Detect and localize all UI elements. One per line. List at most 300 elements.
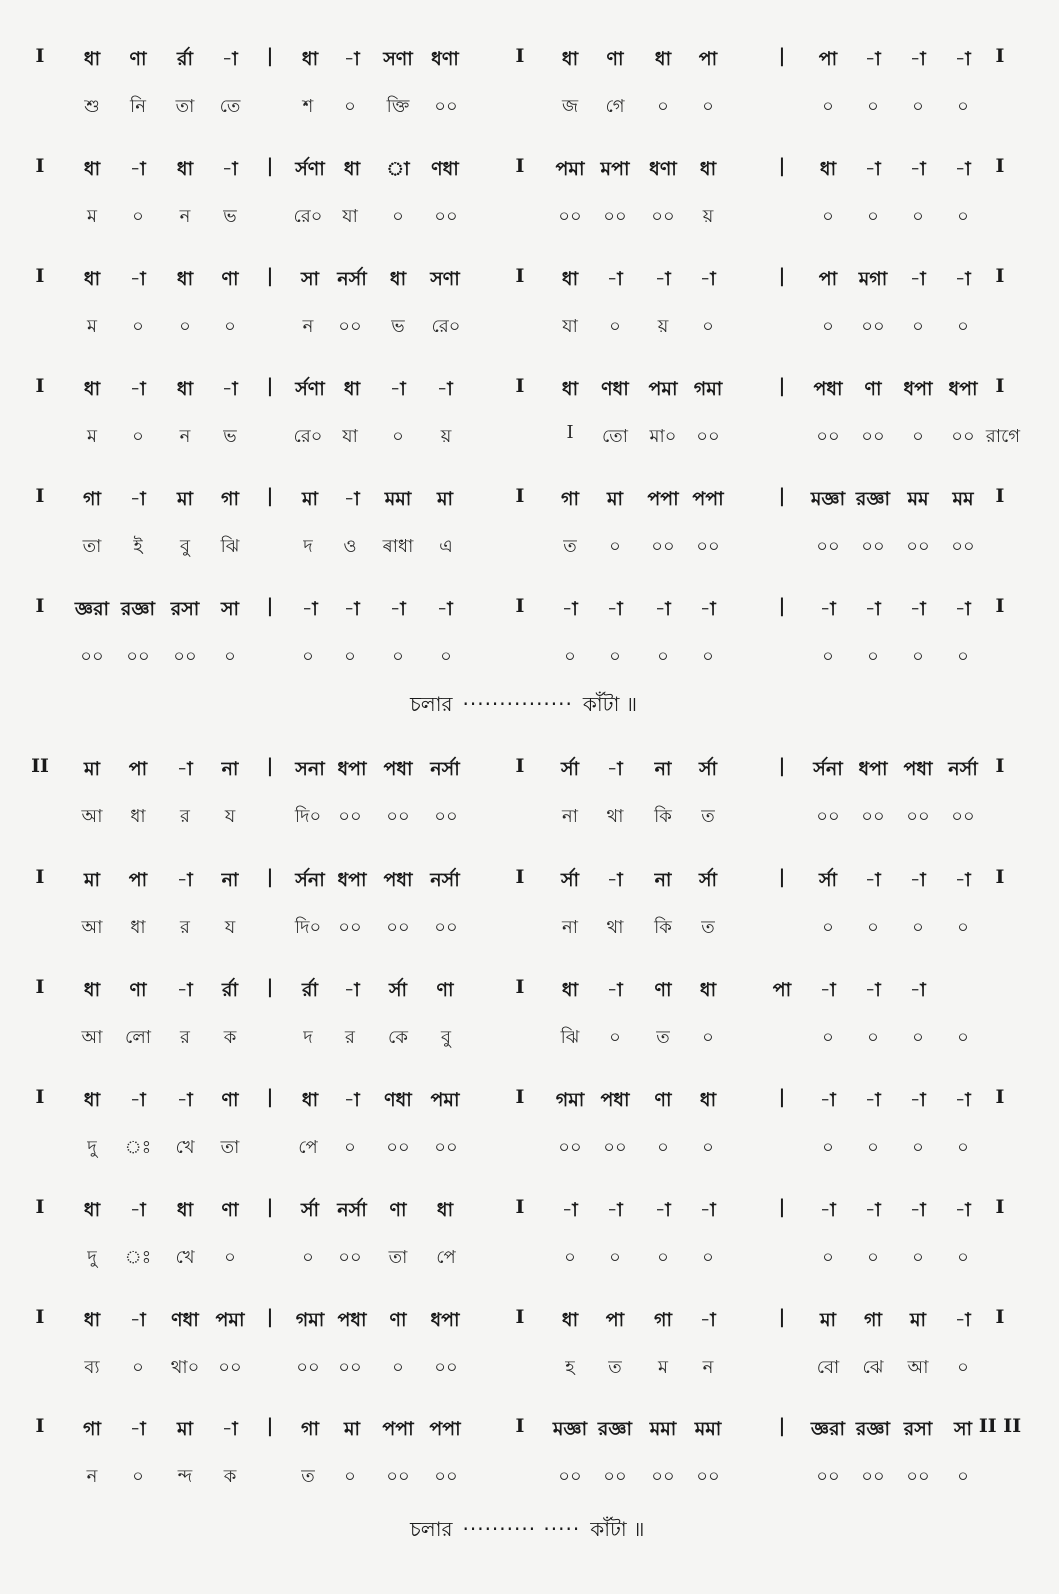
swara-token: I [995,1086,1005,1108]
lyric-syllable: ০০ [338,1247,362,1268]
swara-token: -া [177,1089,193,1111]
swara-token: I [35,265,45,287]
lyric-syllable: ০ [702,1137,714,1158]
swara-token: -া [344,48,360,70]
swara-token: মগা [858,268,888,290]
lyric-syllable: ০০ [126,646,150,667]
lyric-syllable: বু [440,1027,452,1048]
swara-token: I [515,1415,525,1437]
lyric-syllable: তা [175,96,195,117]
swara-token: -া [700,1199,716,1221]
swara-token: পমা [215,1309,245,1331]
swara-token: -া [437,378,453,400]
lyric-syllable: ০০ [861,1466,885,1487]
swara-token: পমা [648,378,678,400]
swara-token: পা [698,48,718,70]
swara-token: র্সা [818,869,838,891]
swara-token: -া [344,979,360,1001]
swara-token: -া [865,1089,881,1111]
lyric-syllable: ০ [867,1027,879,1048]
swara-token: -া [955,158,971,180]
lyric-syllable: কি [654,917,672,938]
swara-token: -া [955,1199,971,1221]
swara-token: -া [820,1089,836,1111]
swara-token: ণা [436,979,454,1001]
swara-token: গা [83,1418,101,1440]
lyric-syllable: ০ [609,1247,621,1268]
swara-token: II II [978,1415,1022,1437]
lyric-syllable: ক [223,1466,237,1487]
lyric-syllable: না [562,917,578,938]
lyric-syllable: ০ [132,1357,144,1378]
swara-token: | [778,595,786,617]
lyric-line [0,642,1059,682]
divider-left: চলার [410,692,453,716]
swara-token: -া [655,268,671,290]
swara-token: -া [865,48,881,70]
lyric-syllable: ০ [912,1027,924,1048]
lyric-syllable: ০০ [386,806,410,827]
swara-token: -া [344,598,360,620]
swara-token: ধা [343,378,361,400]
swara-token: ধা [176,1199,194,1221]
lyric-syllable: ০ [702,316,714,337]
lyric-syllable: ০০ [434,1137,458,1158]
lyric-syllable: তা [82,536,102,557]
lyric-line [0,1133,1059,1173]
lyric-line [0,1023,1059,1063]
lyric-line [0,1243,1059,1283]
lyric-syllable: খে [175,1247,195,1268]
lyric-syllable: ০ [867,1247,879,1268]
lyric-syllable: ০ [822,316,834,337]
swara-token: -া [955,268,971,290]
swara-token: ধা [176,158,194,180]
swara-token: পা [818,48,838,70]
swara-token: ধা [83,1199,101,1221]
lyric-syllable: ০ [867,206,879,227]
swara-line [0,155,1059,195]
swara-token: I [995,485,1005,507]
lyric-syllable: ন্দ [177,1466,193,1487]
divider-dots: ··············· [462,692,573,716]
lyric-syllable: রে০ [431,316,461,337]
swara-token: -া [130,158,146,180]
lyric-syllable: ০ [224,646,236,667]
lyric-syllable: যা [342,426,358,447]
lyric-syllable: আ [81,806,103,827]
swara-token: সণা [383,48,413,70]
swara-token: I [995,755,1005,777]
swara-token: ধা [176,378,194,400]
swara-token: র্সনা [295,869,325,891]
swara-token: ধপা [337,758,367,780]
swara-token: -া [607,758,623,780]
swara-token: র্সা [698,869,718,891]
lyric-syllable: ০০ [386,917,410,938]
swara-token: -া [222,1418,238,1440]
lyric-syllable: ম [658,1357,668,1378]
swara-token: -া [910,869,926,891]
lyric-syllable: ০০ [861,426,885,447]
lyric-syllable: ০ [564,1247,576,1268]
swara-token: ধা [83,48,101,70]
lyric-syllable: ০ [609,316,621,337]
swara-token: I [515,1086,525,1108]
swara-token: মা [83,869,101,891]
lyric-syllable: ০ [344,646,356,667]
swara-line [0,755,1059,795]
lyric-syllable: ন [302,316,314,337]
lyric-syllable: র [345,1027,355,1048]
lyric-syllable: দ [303,1027,313,1048]
swara-token: | [266,595,274,617]
swara-line [0,1306,1059,1346]
swara-line [0,1196,1059,1236]
lyric-line [0,1462,1059,1502]
swara-token: নর্সা [948,758,978,780]
swara-token: -া [607,979,623,1001]
swara-token: | [778,45,786,67]
swara-token: -া [222,378,238,400]
lyric-syllable: যা [342,206,358,227]
lyric-syllable: ধা [130,806,146,827]
swara-token: ণধা [431,158,459,180]
swara-token: মা [909,1309,927,1331]
swara-token: | [266,976,274,998]
lyric-syllable: ধা [130,917,146,938]
lyric-line [0,532,1059,572]
swara-token: -া [700,598,716,620]
swara-token: পপা [647,488,679,510]
swara-token: গা [301,1418,319,1440]
lyric-syllable: ০০ [951,806,975,827]
swara-token: I [515,45,525,67]
lyric-syllable: ০০ [696,1466,720,1487]
lyric-syllable: ত [701,917,715,938]
divider-dots: ·········· ····· [462,1517,581,1541]
swara-line [0,375,1059,415]
swara-token: -া [130,1309,146,1331]
swara-token: সণা [430,268,460,290]
lyric-syllable: ন [179,206,191,227]
lyric-syllable: ০ [912,1137,924,1158]
swara-token: ধা [561,1309,579,1331]
swara-token: ধা [436,1199,454,1221]
lyric-syllable: ০ [822,1137,834,1158]
lyric-syllable: ০০ [558,1466,582,1487]
swara-token: না [221,758,239,780]
swara-token: -া [955,598,971,620]
lyric-syllable: ০০ [861,806,885,827]
swara-token: I [515,866,525,888]
lyric-syllable: ও [343,536,357,557]
swara-token: -া [820,1199,836,1221]
swara-token: ধপা [430,1309,460,1331]
swara-token: ধা [819,158,837,180]
swara-token: -া [910,979,926,1001]
lyric-syllable: রাগে [985,426,1021,447]
swara-token: রসা [903,1418,933,1440]
swara-token: I [35,1086,45,1108]
swara-token: ণা [129,979,147,1001]
swara-token: I [515,755,525,777]
swara-token: ণধা [384,1089,412,1111]
lyric-syllable: ০ [702,1247,714,1268]
swara-token: ধা [83,158,101,180]
swara-token: -া [955,1309,971,1331]
lyric-syllable: ৰাধা [382,536,414,557]
lyric-syllable: ত [301,1466,315,1487]
swara-token: I [35,976,45,998]
lyric-syllable: ০০ [696,426,720,447]
swara-token: পধা [383,758,413,780]
lyric-syllable: ০ [912,206,924,227]
swara-token: I [35,1415,45,1437]
lyric-syllable: থা [606,806,624,827]
lyric-syllable: পে [298,1137,318,1158]
swara-token: -া [130,1089,146,1111]
swara-token: -া [820,598,836,620]
chalar-divider [410,1515,644,1548]
swara-token: ণা [221,268,239,290]
swara-token: ণা [654,1089,672,1111]
lyric-syllable: ০ [132,316,144,337]
lyric-syllable: ভ [391,316,405,337]
swara-token: মা [83,758,101,780]
lyric-syllable: ০ [912,917,924,938]
lyric-syllable: র [180,806,190,827]
swara-token: -া [390,378,406,400]
lyric-syllable: বো [816,1357,840,1378]
lyric-syllable: শ [302,96,314,117]
chalar-divider [410,690,637,723]
lyric-syllable: ০০ [816,536,840,557]
swara-token: -া [955,48,971,70]
lyric-syllable: ০ [822,96,834,117]
swara-token: ধা [83,979,101,1001]
swara-token: ধণা [649,158,677,180]
swara-token: গমা [295,1309,325,1331]
lyric-syllable: ০ [344,1466,356,1487]
swara-token: পধা [813,378,843,400]
swara-token: ধপা [948,378,978,400]
lyric-syllable: ০ [392,206,404,227]
lyric-syllable: য় [440,426,452,447]
swara-token: I [515,1196,525,1218]
lyric-syllable: ০ [344,96,356,117]
swara-token: | [266,375,274,397]
lyric-syllable: ০০ [338,316,362,337]
swara-token: পধা [600,1089,630,1111]
lyric-syllable: দ [303,536,313,557]
swara-line [0,45,1059,85]
swara-token: পধা [383,869,413,891]
lyric-syllable: ০ [957,206,969,227]
lyric-syllable: তো [601,426,629,447]
swara-token: -া [437,598,453,620]
swara-token: -া [607,869,623,891]
swara-token: -া [302,598,318,620]
swara-token: ণা [389,1309,407,1331]
lyric-syllable: য় [657,316,669,337]
swara-token: -া [130,1199,146,1221]
swara-token: -া [177,869,193,891]
swara-line [0,265,1059,305]
swara-token: গা [83,488,101,510]
swara-token: I [515,155,525,177]
swara-token: র্সনা [813,758,843,780]
swara-token: -া [130,488,146,510]
swara-line [0,1086,1059,1126]
swara-token: ধা [389,268,407,290]
lyric-syllable: দু [87,1137,97,1158]
swara-token: নর্সা [337,1199,367,1221]
swara-line [0,595,1059,635]
lyric-syllable: গে [605,96,625,117]
lyric-syllable: ত [656,1027,670,1048]
swara-token: ধা [83,378,101,400]
swara-token: র্সা [560,758,580,780]
lyric-syllable: ০০ [651,536,675,557]
swara-token: মা [819,1309,837,1331]
swara-token: ণধা [601,378,629,400]
divider-right: কাঁটা ॥ [590,1517,645,1541]
swara-line [0,485,1059,525]
lyric-syllable: ০০ [651,206,675,227]
swara-token: -া [607,598,623,620]
swara-token: রজ্ঞা [855,488,891,510]
swara-token: ধা [301,1089,319,1111]
swara-token: I [35,485,45,507]
swara-token: | [266,155,274,177]
swara-token: -া [820,979,836,1001]
lyric-syllable: ০ [224,316,236,337]
swara-token: পধা [903,758,933,780]
lyric-syllable: ০ [867,96,879,117]
lyric-syllable: I [566,422,574,443]
lyric-syllable: ০০ [603,1466,627,1487]
lyric-syllable: কে [388,1027,408,1048]
swara-token: মা [176,1418,194,1440]
lyric-syllable: মা০ [649,426,677,447]
swara-token: | [778,485,786,507]
lyric-syllable: ০ [657,1247,669,1268]
lyric-syllable: ০০ [906,806,930,827]
swara-token: I [995,595,1005,617]
lyric-syllable: ০ [132,206,144,227]
lyric-syllable: ০ [957,917,969,938]
swara-token: মা [343,1418,361,1440]
swara-token: পা [605,1309,625,1331]
swara-token: I [995,45,1005,67]
swara-token: -া [655,598,671,620]
swara-token: I [995,866,1005,888]
swara-token: -া [955,1089,971,1111]
lyric-line [0,1353,1059,1393]
lyric-syllable: ভ [223,426,237,447]
lyric-syllable: ঝি [560,1027,580,1048]
lyric-syllable: যা [562,316,578,337]
lyric-syllable: ০০ [951,536,975,557]
swara-token: | [266,1196,274,1218]
swara-token: -া [390,598,406,620]
lyric-syllable: ত [563,536,577,557]
lyric-syllable: ০ [702,646,714,667]
lyric-syllable: ঃ [124,1247,152,1268]
swara-token: | [778,866,786,888]
lyric-syllable: ০০ [816,1466,840,1487]
swara-token: ণা [389,1199,407,1221]
swara-token: ধা [561,268,579,290]
lyric-syllable: ০ [912,96,924,117]
swara-token: -া [177,979,193,1001]
swara-token: রজ্ঞা [120,598,156,620]
lyric-syllable: ০০ [651,1466,675,1487]
swara-token: | [266,1415,274,1437]
lyric-syllable: ০০ [434,1357,458,1378]
swara-token: -া [910,1089,926,1111]
lyric-syllable: ০ [132,1466,144,1487]
swara-token: ধপা [903,378,933,400]
lyric-syllable: য় [702,206,714,227]
lyric-syllable: এ [439,536,453,557]
swara-token: I [515,1306,525,1328]
swara-token: রসা [170,598,200,620]
lyric-syllable: র [180,917,190,938]
swara-token: I [35,375,45,397]
lyric-syllable: নি [130,96,146,117]
swara-token: | [778,265,786,287]
lyric-syllable: ০০ [296,1357,320,1378]
lyric-line [0,312,1059,352]
swara-token: মপা [600,158,630,180]
lyric-syllable: পে [436,1247,456,1268]
lyric-syllable: লো [125,1027,151,1048]
swara-token: না [654,758,672,780]
lyric-syllable: তে [219,96,241,117]
lyric-syllable: ০ [224,1247,236,1268]
lyric-syllable: ব্য [84,1357,100,1378]
swara-token: ণা [129,48,147,70]
lyric-syllable: ০০ [861,536,885,557]
lyric-syllable: ০০ [80,646,104,667]
lyric-syllable: ম [87,316,97,337]
swara-token: ধা [561,979,579,1001]
swara-token: I [995,375,1005,397]
swara-token: মমা [694,1418,722,1440]
swara-token: | [266,265,274,287]
lyric-syllable: ০০ [434,806,458,827]
swara-token: ধা [699,1089,717,1111]
lyric-syllable: ০ [867,646,879,667]
swara-token: -া [130,268,146,290]
swara-token: মজ্ঞা [810,488,846,510]
swara-token: গমা [693,378,723,400]
lyric-syllable: ০ [957,1137,969,1158]
swara-token: -া [130,378,146,400]
lyric-syllable: ক [223,1027,237,1048]
lyric-syllable: ০০ [816,806,840,827]
lyric-syllable: ন [702,1357,714,1378]
swara-token: মা [436,488,454,510]
swara-token: সা [953,1418,973,1440]
lyric-syllable: ০ [440,646,452,667]
lyric-syllable: ০ [957,316,969,337]
swara-token: র্রা [222,979,238,1001]
lyric-syllable: থা [606,917,624,938]
lyric-syllable: না [562,806,578,827]
